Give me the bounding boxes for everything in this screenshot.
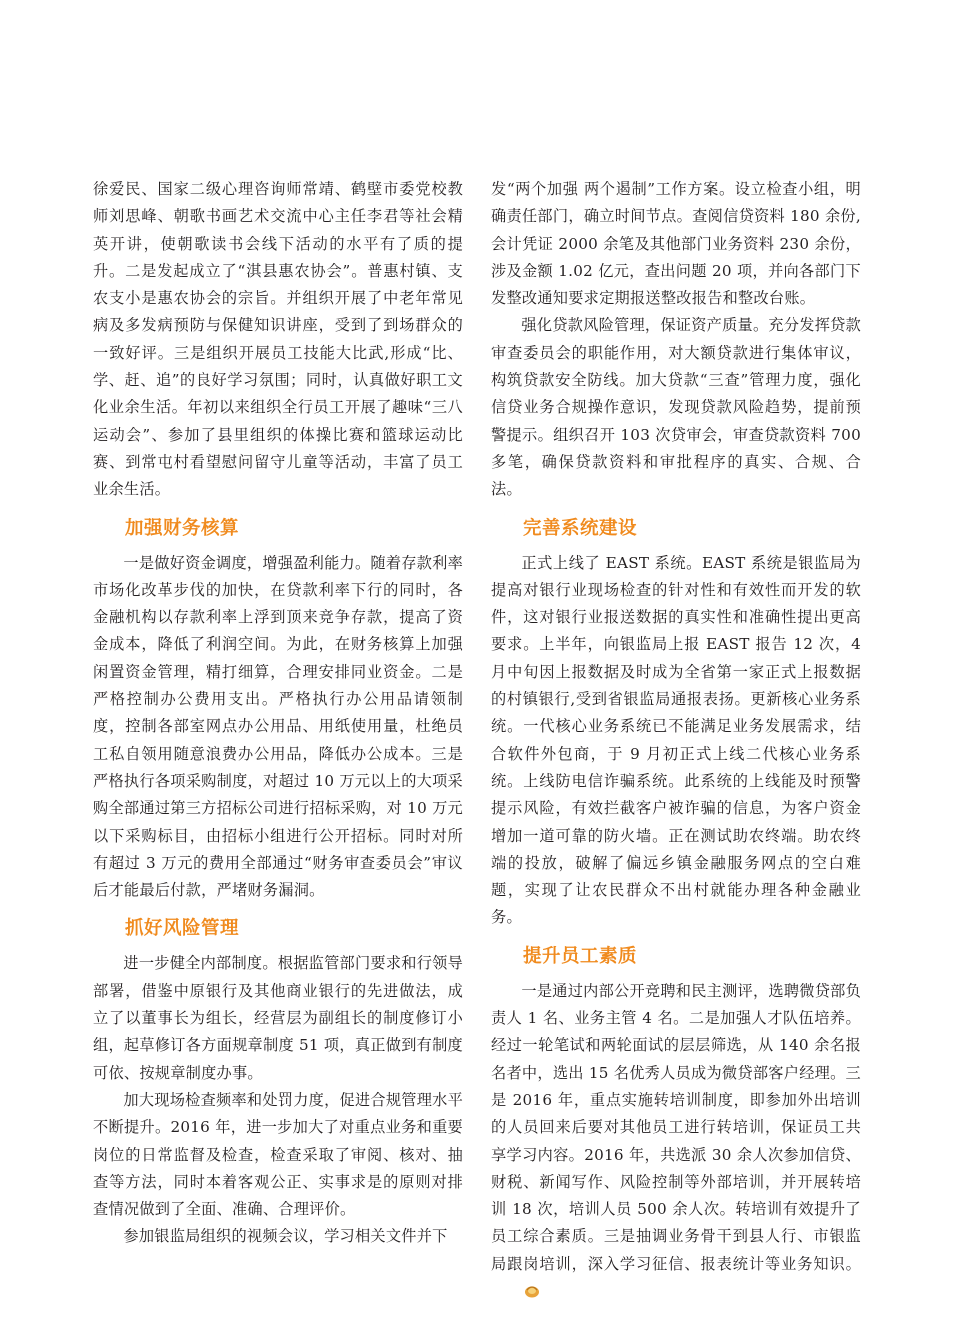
right-column — [491, 176, 861, 1305]
section-title-finance: 加强财务核算 — [125, 517, 240, 539]
risk-paragraph-2: 加大现场检查频率和处罚力度，促进合规管理水平不断提升。2016 年，进一步加大了对重点业务和重要岗位的日常监督及检查，检查采取了审阅、核对、抽查等方法，同时本着客观公正、实事求是的原则对排查情况做到了全面、准确、合理评价。 — [93, 1090, 464, 1219]
continued-paragraph: 发“两个加强 两个遏制”工作方案。设立检查小组，明确责任部门，确立时间节点。查阅信贷资料 180 余份,会计凭证 2000 余笔及其他部门业务资料 230 余份，涉及金额 1.02 亿元，查出问题 20 项，并向各部门下发整改通知要求定期报送整改报告和整改台账。 — [491, 180, 861, 308]
risk-paragraph-3: 参加银监局组织的视频会议，学习相关文件并下 — [123, 1227, 448, 1246]
staff-paragraph-text: 一是通过内部公开竞聘和民主测评，选聘微贷部负责人 1 名、业务主管 4 名。二是加强人才队伍培养。经过一轮笔试和两轮面试的层层筛选，从 140 余名报名者中，选出 15 名优秀人员成为微贷部客户经理。三是 2016 年，重点实施转培训制度，即参加外出培训的人员回来后要对其他员工进行转培训，保证员工共享学习内容。2016 年，共选派 30 余人次参加信贷、财税、新闻写作、风险控制等外部培训，并开展转培训 18 次，培训人员 500 余人次。转培训有效提升了员工综合素质。三是抽调业务骨干到县人行、市银监局跟岗培训，深入学习征信、报表统计等业务知识。 — [491, 981, 862, 1273]
intro-paragraph: 徐爱民、国家二级心理咨询师常靖、鹤壁市委党校教师刘思峰、朝歌书画艺术交流中心主任李君等社会精英开讲，使朝歌读书会线下活动的水平有了质的提升。二是发起成立了“淇县惠农协会”。普惠村镇、支农支小是惠农协会的宗旨。并组织开展了中老年常见病及多发病预防与保健知识讲座，受到了到场群众的一致好评。三是组织开展员工技能大比武,形成“比、学、赶、追”的良好学习氛围；同时，认真做好职工文化业余生活。年初以来组织全行员工开展了趣味“三八运动会”、参加了县里组织的体操比赛和篮球运动比赛、到常屯村看望慰问留守儿童等活动，丰富了员工业余生活。 — [93, 180, 463, 499]
loan-risk-paragraph: 强化贷款风险管理，保证资产质量。充分发挥贷款审查委员会的职能作用，对大额贷款进行集体审议，构筑贷款安全防线。加大贷款“三查”管理力度，强化信贷业务合规操作意识，发现贷款风险趋势，提前预警提示。组织召开 103 次贷审会，审查贷款资料 700 多笔，确保贷款资料和审批程序的真实、合规、合法。 — [491, 316, 862, 499]
section-title-system: 完善系统建设 — [523, 517, 638, 539]
system-paragraph: 正式上线了 EAST 系统。EAST 系统是银监局为提高对银行业现场检查的针对性和有效性而开发的软件，这对银行业报送数据的真实性和准确性提出更高要求。上半年，向银监局上报 EAST 报告 12 次，4 月中旬因上报数据及时成为全省第一家正式上报数据的村镇银行,受到省银监局通报表扬。更新核心业务系统。一代核心业务系统已不能满足业务发展需求，结合软件外包商，于 9 月初正式上线二代核心业务系统。上线防电信诈骗系统。此系统的上线能及时预警提示风险，有效拦截客户被诈骗的信息，为客户资金增加一道可靠的防火墙。正在测试助农终端。助农终端的投放，破解了偏远乡镇金融服务网点的空白难题，实现了让农民群众不出村就能办理各种金融业务。 — [491, 553, 861, 927]
section-title-staff: 提升员工素质 — [523, 945, 638, 967]
left-column — [93, 176, 463, 1251]
finance-paragraph: 一是做好资金调度，增强盈利能力。随着存款利率市场化改革步伐的加快，在贷款利率下行的同时，各金融机构以存款利率上浮到顶来竞争存款，提高了资金成本，降低了利润空间。为此，在财务核算上加强闲置资金管理，精打细算，合理安排同业资金。二是严格控制办公费用支出。严格执行办公用品请领制度，控制各部室网点办公用品、用纸使用量，杜绝员工私自领用随意浪费办公用品，降低办公成本。三是严格执行各项采购制度，对超过 10 万元以上的大项采购全部通过第三方招标公司进行招标采购，对 10 万元以下采购标目，由招标小组进行公开招标。同时对所有超过 3 万元的费用全部通过“财务审查委员会”审议后才能最后付款，严堵财务漏洞。 — [93, 553, 464, 900]
risk-paragraph-1: 进一步健全内部制度。根据监管部门要求和行领导部署，借鉴中原银行及其他商业银行的先进做法，成立了以董事长为组长，经营层为副组长的制度修订小组，起草修订各方面规章制度 51 项，真正做到有制度可依、按规章制度办事。 — [93, 954, 464, 1082]
section-title-risk: 抓好风险管理 — [125, 918, 240, 940]
end-mark-icon — [494, 1280, 510, 1294]
staff-paragraph — [491, 978, 861, 1306]
